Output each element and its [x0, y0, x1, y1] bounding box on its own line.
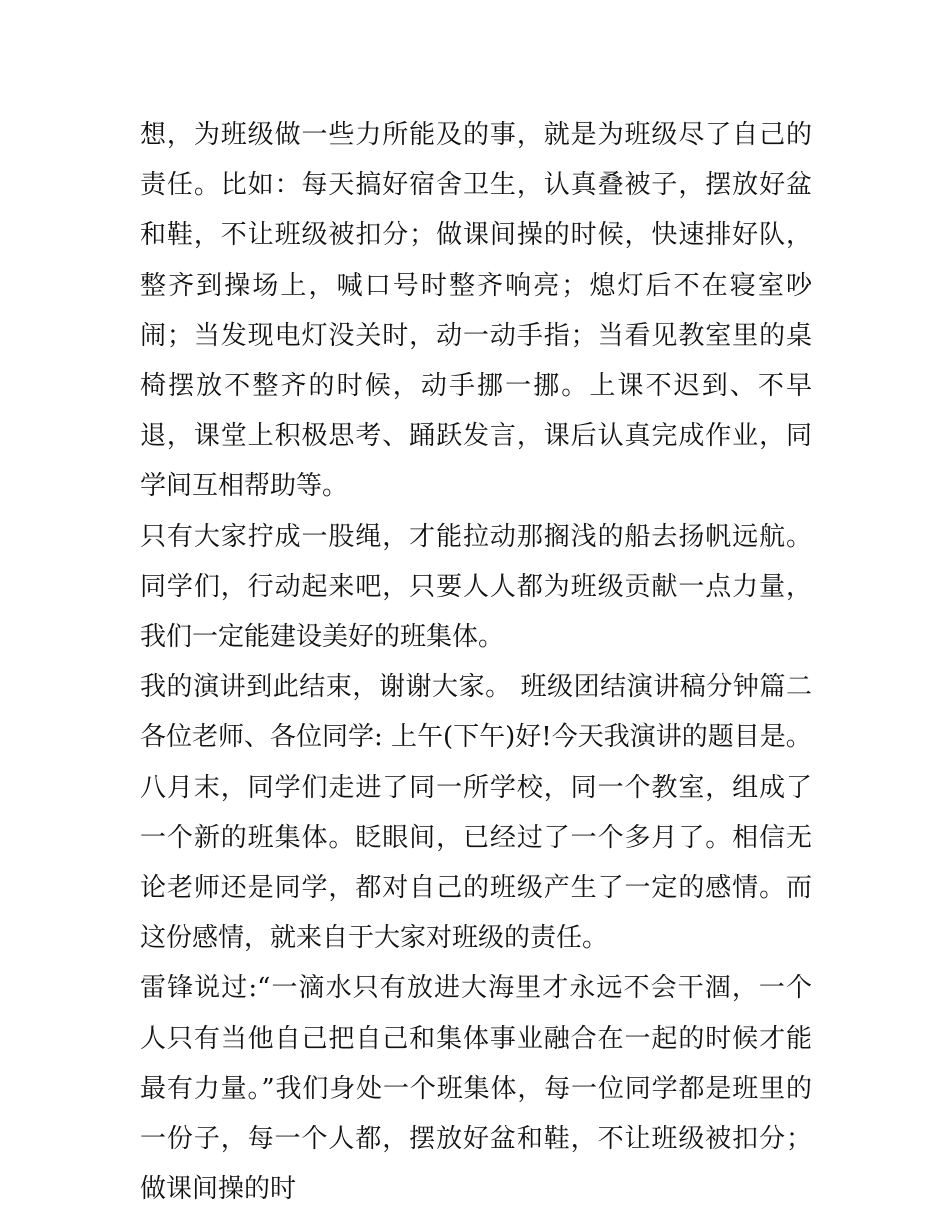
paragraph-2: 只有大家拧成一股绳，才能拉动那搁浅的船去扬帆远航。同学们，行动起来吧，只要人人都为班级贡献一点力量，我们一定能建设美好的班集体。	[140, 521, 812, 653]
document-body	[140, 110, 812, 1214]
paragraph-1: 想，为班级做一些力所能及的事，就是为班级尽了自己的责任。比如：每天搞好宿舍卫生，认真叠被子，摆放好盆和鞋，不让班级被扣分；做课间操的时候，快速排好队，整齐到操场上，喊口号时整齐响亮；熄灯后不在寝室吵闹；当发现电灯没关时，动一动手指；当看见教室里的桌椅摆放不整齐的时候，动手挪一挪。上课不迟到、不早退，课堂上积极思考、踊跃发言，课后认真完成作业，同学间互相帮助等。	[140, 120, 812, 502]
paragraph-5: 雷锋说过:“一滴水只有放进大海里才永远不会干涸，一个人只有当他自己把自己和集体事业融合在一起的时候才能最有力量。”我们身处一个班集体，每一位同学都是班里的一份子，每一个人都，摆放好盆和鞋，不让班级被扣分；做课间操的时	[140, 973, 812, 1205]
paragraph-4: 八月末，同学们走进了同一所学校，同一个教室，组成了一个新的班集体。眨眼间，已经过了一个多月了。相信无论老师还是同学，都对自己的班级产生了一定的感情。而这份感情，就来自于大家对班级的责任。	[140, 772, 812, 954]
paragraph-3: 我的演讲到此结束，谢谢大家。 班级团结演讲稿分钟篇二 各位老师、各位同学: 上午(下午)好!今天我演讲的题目是。	[140, 672, 812, 753]
